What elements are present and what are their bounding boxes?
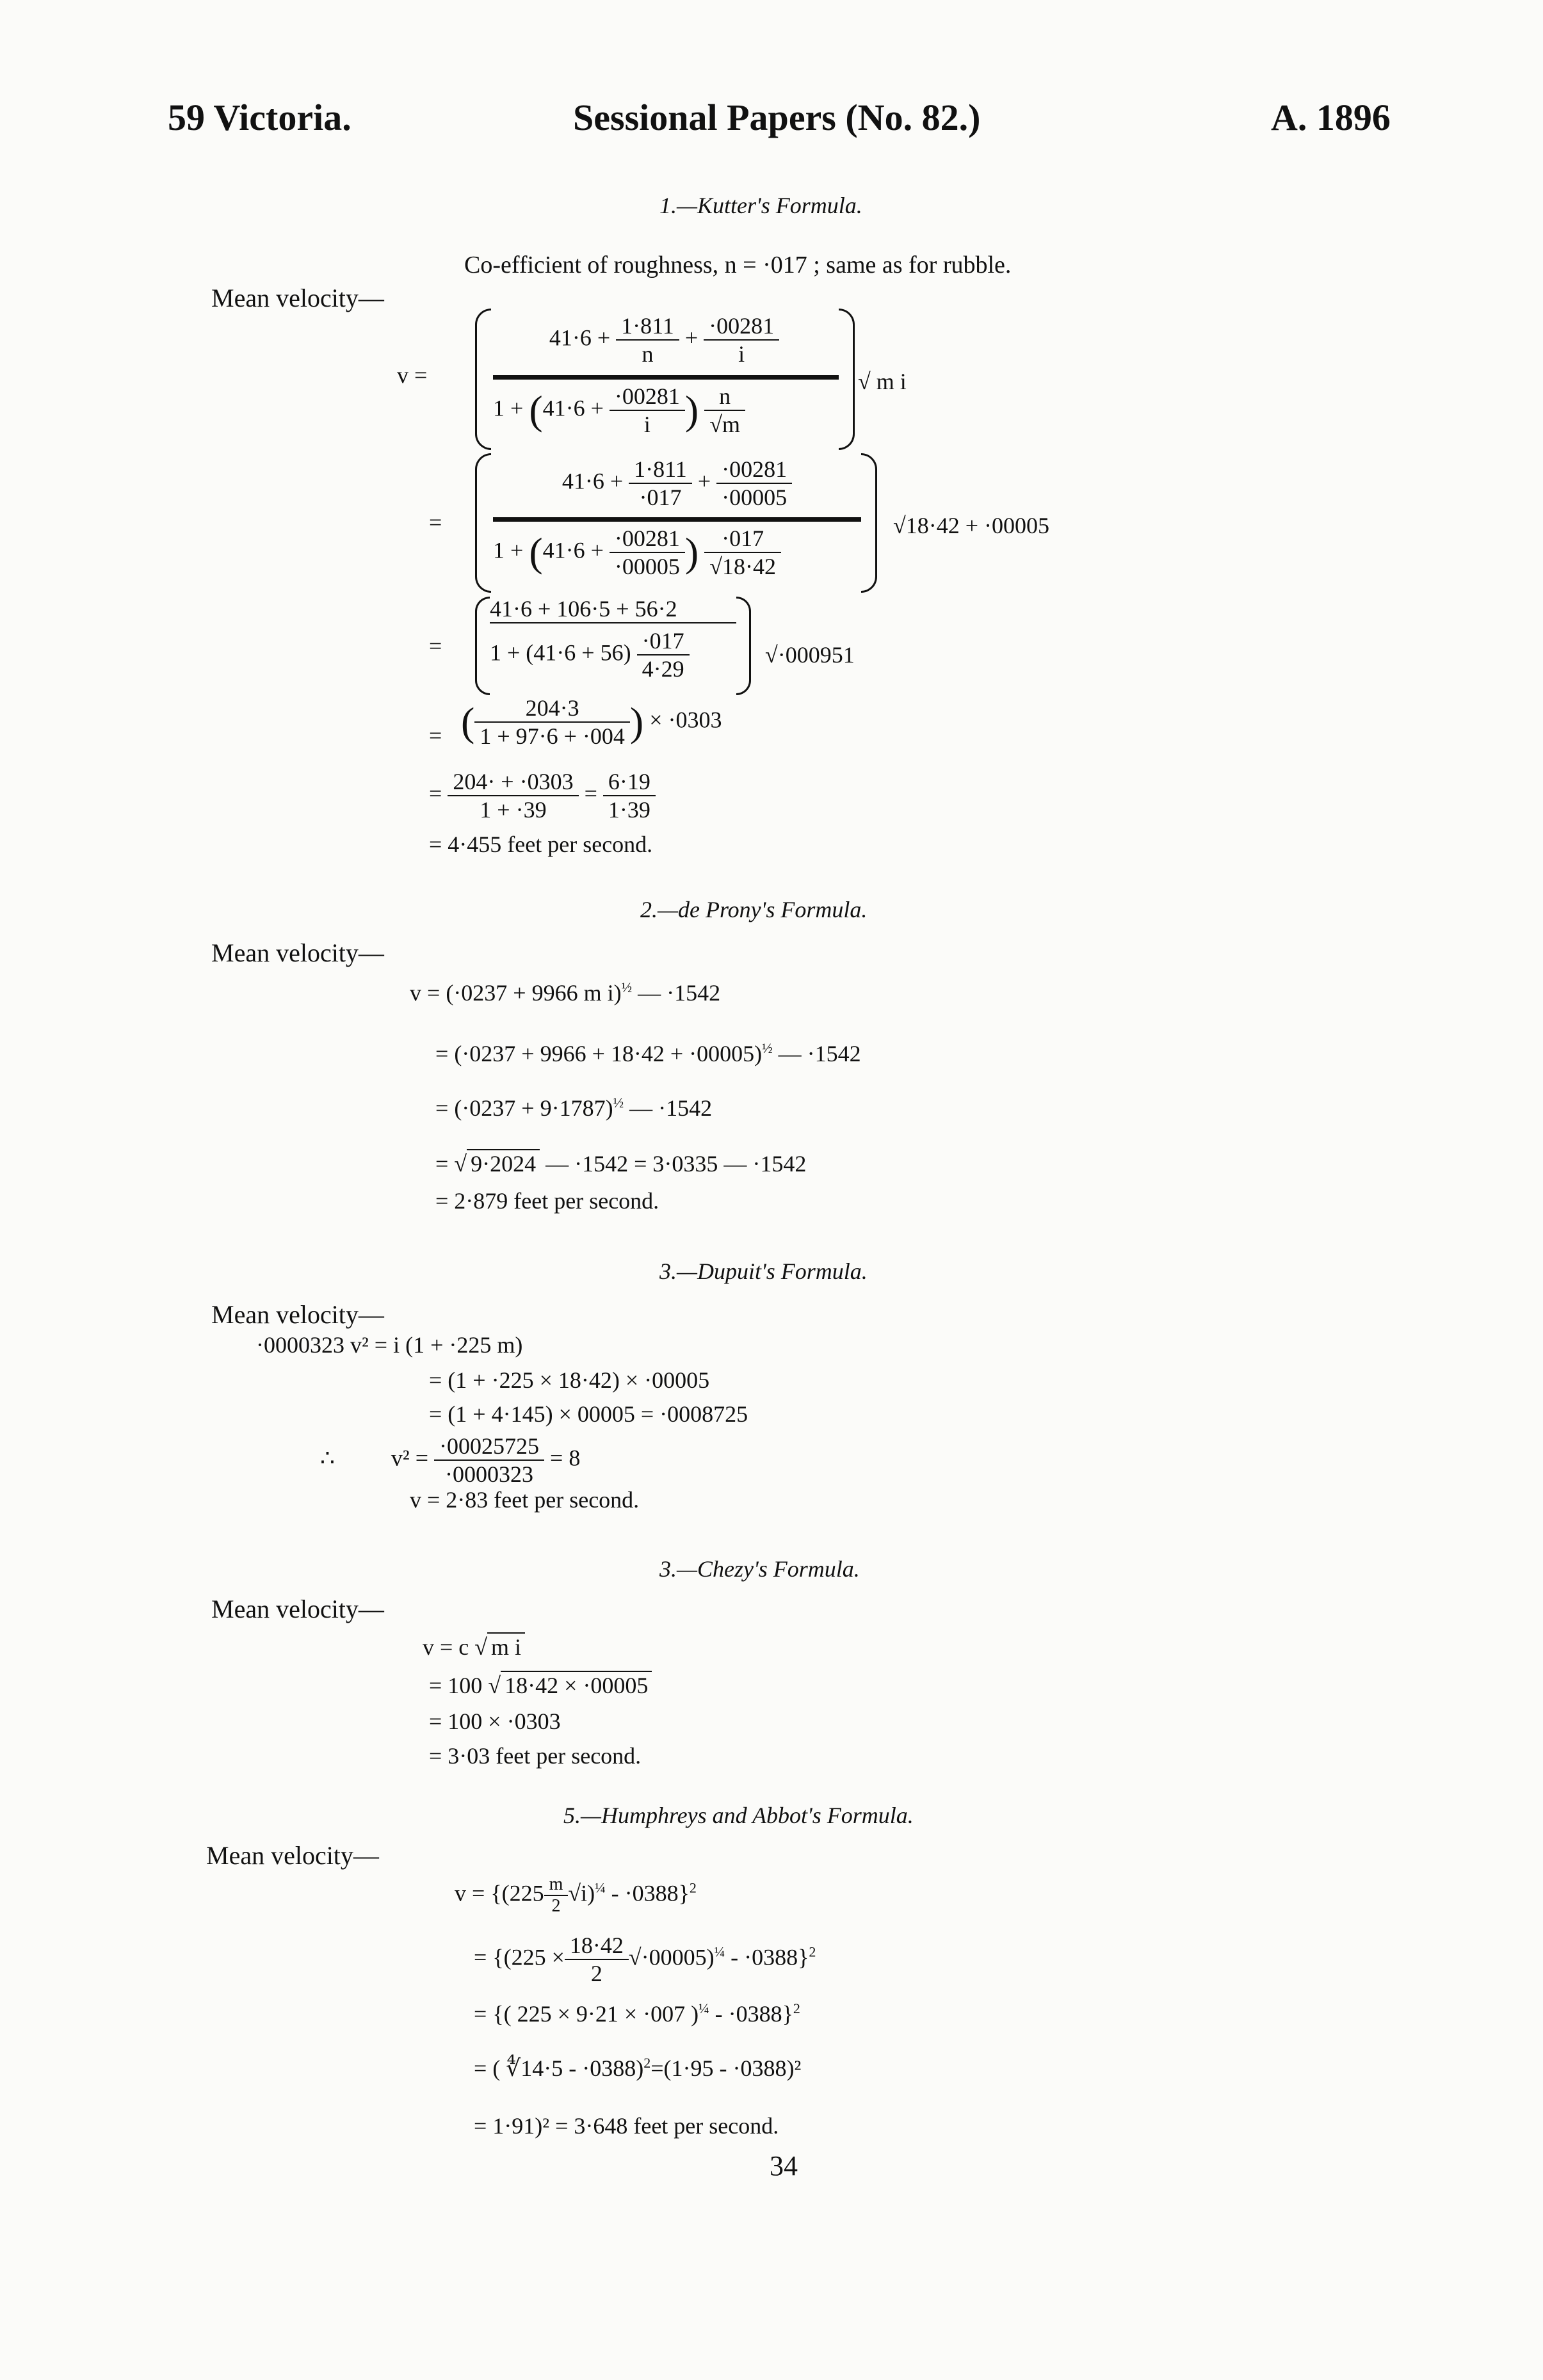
kutter-l3-bar <box>490 622 736 623</box>
kutter-title: 1.—Kutter's Formula. <box>659 193 862 218</box>
kutter-l1-root: √ m i <box>858 369 907 394</box>
kutter-l2-root: √18·42 + ·00005 <box>893 513 1050 538</box>
chezy-result: = 3·03 feet per second. <box>429 1743 642 1769</box>
chezy-l2: = 100 √ 18·42 × ·00005 <box>429 1671 652 1699</box>
kutter-l2-bar <box>493 517 861 522</box>
kutter-l3-denominator: 1 + (41·6 + 56) $\frac{\cdot 017}{4\cdot 29}$ <box>490 627 690 682</box>
dupuit-l1: ·0000323 v² = i (1 + ·225 m) <box>256 1332 523 1358</box>
prony-l4: = √ 9·2024 — ·1542 = 3·0335 — ·1542 <box>435 1149 806 1177</box>
humphreys-title: 5.—Humphreys and Abbot's Formula. <box>563 1803 914 1828</box>
kutter-l3-lhs: = <box>429 633 442 659</box>
brace-left-1 <box>475 309 491 450</box>
brace-right-1 <box>839 309 855 450</box>
kutter-l2-lhs: = <box>429 510 442 535</box>
prony-title: 2.—de Prony's Formula. <box>640 897 868 922</box>
kutter-result: = 4·455 feet per second. <box>429 832 653 857</box>
humphreys-l2: = {(225 × $\frac{18\cdot 42}{2}$ √·00005)$^{\frac{1}{4}}$ - ·0388}$^2$ <box>474 1933 816 1986</box>
prony-result: = 2·879 feet per second. <box>435 1188 659 1214</box>
humphreys-l1: v = {(225 $\frac{m}{2}$ √i)$^{\frac{1}{4}}$ - ·0388}$^2$ <box>455 1874 697 1916</box>
chezy-l1: v = c √ m i <box>423 1632 525 1660</box>
kutter-label: Mean velocity— <box>211 284 384 312</box>
humphreys-result: = 1·91)² = 3·648 feet per second. <box>474 2113 779 2139</box>
chezy-title: 3.—Chezy's Formula. <box>659 1556 860 1582</box>
header-center: Sessional Papers (No. 82.) <box>573 97 981 138</box>
kutter-l2-numerator: 41·6 + $\frac{1\cdot 811}{\cdot 017}$ + $\frac{\cdot 00281}{\cdot 00005}$ <box>493 456 861 511</box>
header-left: 59 Victoria. <box>168 97 351 138</box>
chezy-label: Mean velocity— <box>211 1595 384 1623</box>
header-right: A. 1896 <box>1271 97 1391 138</box>
brace-right-3 <box>736 597 751 695</box>
kutter-l1-numerator: 41·6 + $\frac{1\cdot 811}{n}$ + $\frac{\cdot 00281}{i}$ <box>490 312 839 367</box>
humphreys-l4: = ( ∜14·5 - ·0388)$^2$=(1·95 - ·0388)² <box>474 2055 802 2081</box>
page-header <box>0 96 1543 141</box>
humphreys-label: Mean velocity— <box>206 1841 379 1870</box>
humphreys-l3: = {( 225 × 9·21 × ·007 )$^{\frac{1}{4}}$ - ·0388}$^2$ <box>474 2000 800 2027</box>
brace-right-2 <box>861 453 877 593</box>
kutter-l1-bar <box>493 375 839 380</box>
kutter-l4-fraction: ( $\frac{204\cdot 3}{1 + 97\cdot 6 + \cdot 004}$ ) × ·0303 <box>461 695 722 749</box>
dupuit-l4: ∴ v² = $\frac{\cdot 00025725}{\cdot 0000323}$ = 8 <box>320 1433 581 1487</box>
prony-l3: = $(\cdot 0237 + 9\cdot 1787)^{\frac{1}{2}}$ — ·1542 <box>435 1095 713 1121</box>
dupuit-result: v = 2·83 feet per second. <box>410 1487 640 1513</box>
page-number: 34 <box>770 2150 798 2182</box>
kutter-l1-lhs: v = <box>397 362 428 388</box>
prony-l2: = $(\cdot 0237 + 9966 + 18\cdot 42 + \cdot 00005)^{\frac{1}{2}}$ — ·1542 <box>435 1040 861 1066</box>
dupuit-title: 3.—Dupuit's Formula. <box>659 1258 868 1284</box>
chezy-l3: = 100 × ·0303 <box>429 1709 561 1734</box>
kutter-l5: = $\frac{204\cdot + \cdot 0303}{1 + \cdot 39}$ = $\frac{6\cdot 19}{1\cdot 39}$ <box>429 768 656 823</box>
kutter-l1-denominator: 1 + (41·6 + $\frac{\cdot 00281}{i}$ ) $\frac{n}{√m}$ <box>493 383 745 438</box>
kutter-l3-root: √·000951 <box>765 642 855 668</box>
kutter-l4-lhs: = <box>429 723 442 748</box>
dupuit-l2: = (1 + ·225 × 18·42) × ·00005 <box>429 1367 710 1393</box>
prony-label: Mean velocity— <box>211 938 384 967</box>
brace-left-2 <box>475 453 491 593</box>
brace-left-3 <box>475 597 490 695</box>
kutter-l3-numerator: 41·6 + 106·5 + 56·2 <box>490 596 677 622</box>
dupuit-label: Mean velocity— <box>211 1300 384 1329</box>
kutter-l2-denominator: 1 + (41·6 + $\frac{\cdot 00281}{\cdot 00005}$ ) $\frac{\cdot 017}{√18\cdot 42}$ <box>493 525 781 580</box>
kutter-intro: Co-efficient of roughness, n = ·017 ; same as for rubble. <box>464 252 1012 278</box>
prony-l1: v = (·0237 + 9966 m i)$^{\frac{1}{2}}$ — ·1542 <box>410 979 721 1006</box>
dupuit-l3: = (1 + 4·145) × 00005 = ·0008725 <box>429 1401 748 1427</box>
